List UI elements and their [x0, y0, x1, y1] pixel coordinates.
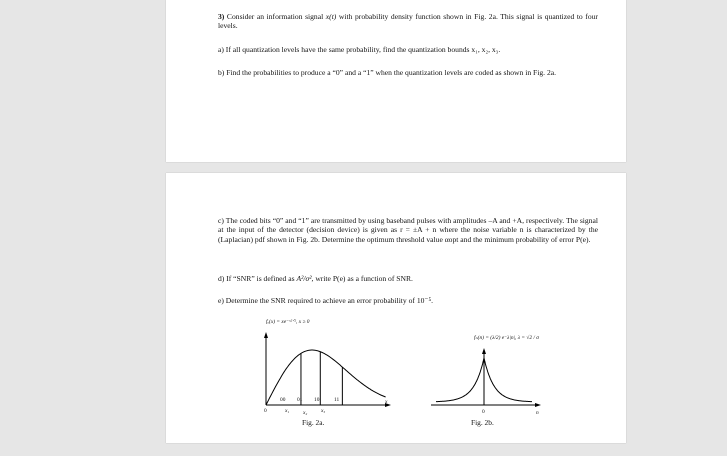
fig-2a-plot — [264, 332, 391, 407]
fig-2b-origin: 0 — [482, 409, 485, 415]
fig-2b-formula: fₙ(n) = (λ/2) e⁻λ|n|, λ = √2 / σ — [474, 335, 539, 341]
part-b-text: b) Find the probabilities to produce a “0” and a “1” when the quantization levels are coded as shown in Fig. 2a. — [218, 68, 557, 77]
fig-2a-formula: fₓ(x) = xe⁻ˣ²ᐟ², x ≥ 0 — [266, 319, 310, 325]
fig-2a-origin: 0 — [264, 408, 267, 414]
fig-2b-caption: Fig. 2b. — [471, 418, 494, 427]
bound-x1: x₁ — [285, 408, 290, 414]
fig-2a-axis-var: x — [385, 399, 388, 405]
bound-x2: x₂ — [303, 410, 308, 416]
signal-symbol: x(t) — [325, 12, 337, 21]
intro-text-2: with probability density function shown in Fig. 2a. This signal is quantized to four levels. — [218, 12, 598, 31]
document-page-2 — [166, 173, 626, 443]
part-d-suffix: , write P(e) as a function of SNR. — [311, 274, 413, 283]
part-d-prefix: d) If “SNR” is defined as — [218, 274, 295, 283]
code-label-10: 10 — [314, 397, 320, 403]
problem-number: 3) — [218, 12, 225, 21]
code-label-01: 01 — [297, 397, 303, 403]
code-label-00: 00 — [280, 397, 286, 403]
fig-2b-axis-var: n — [536, 410, 539, 416]
problem-intro — [218, 12, 598, 31]
part-a — [218, 45, 598, 54]
part-c-text: c) The coded bits “0” and “1” are transmitted by using baseband pulses with amplitudes –A and +A, respectively. The signal at the input of the detector (decision device) is given as r = ±A + n where the noise variable n is characterized by the (Laplacian) pdf shown in Fig. 2b. Determine the optimum threshold value αopt and the minimum probability of error P(e). — [218, 216, 598, 244]
part-e-text: e) Determine the SNR required to achieve an error probability of 10⁻⁵. — [218, 296, 433, 305]
fig-2b-y-arrow — [482, 348, 486, 354]
fig-2b-x-arrow — [535, 403, 541, 407]
part-a-text: a) If all quantization levels have the same probability, find the quantization bounds x₁, x₂, x₃. — [218, 45, 501, 54]
bound-x3: x₃ — [321, 408, 326, 414]
snr-expression: A²/σ² — [296, 274, 312, 283]
code-label-11: 11 — [334, 397, 340, 403]
fig-2a-caption: Fig. 2a. — [302, 418, 325, 427]
fig-2a-y-arrow — [264, 332, 268, 338]
fig-2b-plot — [431, 348, 541, 407]
intro-text-1: Consider an information signal — [226, 12, 324, 21]
document-page-1 — [166, 0, 626, 162]
part-b — [218, 68, 598, 77]
figures-svg — [166, 173, 626, 443]
